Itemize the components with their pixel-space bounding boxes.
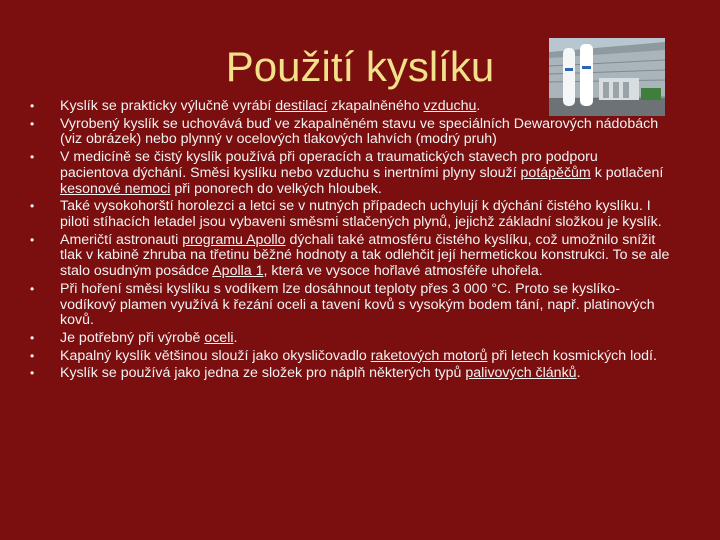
bullet-text: Při hoření směsi kyslíku s vodíkem lze dosáhnout teploty přes 3 000 °C. Proto se kyslíko-vodíkový plamen využívá k řezání oceli a tavení kovů s vysokým bodem tání, např. platinových kovů.: [60, 280, 655, 329]
bullet-text: Kyslík se používá jako jedna ze složek pro náplň některých typů: [60, 365, 466, 382]
bullet-list: [30, 99, 670, 384]
bullet-text: Vyrobený kyslík se uchovává buď ve zkapalněném stavu ve speciálních Dewarových nádobách (viz obrázek) nebo plynný v ocelových tlakových lahvích (modrý pruh): [60, 115, 659, 148]
bullet-text: Kyslík se prakticky výlučně vyrábí: [60, 98, 276, 114]
bullet-icon: •: [30, 199, 35, 214]
hyperlink[interactable]: raketových motorů: [370, 347, 488, 364]
bullet-text: Kapalný kyslík většinou slouží jako okysličovadlo: [60, 347, 371, 364]
slide-title: Použití kyslíku: [225, 43, 495, 90]
bullet-icon: •: [30, 99, 35, 113]
hyperlink[interactable]: oceli: [204, 329, 234, 346]
bullet-text: V medicíně se čistý kyslík používá při operacích a traumatických stavech pro podporu pacientova dýchání. Směsi kyslíku nebo vzduchu s inertními plyny slouží: [60, 148, 598, 181]
hyperlink[interactable]: vzduchu: [423, 98, 477, 114]
bullet-text: Také vysokohorští horolezci a letci se v nutných případech uchylují k dýchání čistého kyslíku. I piloti stíhacích letadel jsou vybaveni směsmi stlačených plynů, jejichž základní složkou je kyslík.: [60, 198, 662, 230]
bullet-text: při ponorech do velkých hloubek.: [170, 180, 382, 197]
bullet-icon: •: [30, 366, 35, 381]
bullet-text: dýchali také atmosféru čistého kyslíku, což umožnilo snížit tlak v kabině zhruba na třetinu běžné hodnoty a tak odlehčit její hermetickou konstrukci. To se ale stalo osudným posádce: [60, 231, 670, 280]
hyperlink[interactable]: kesonové nemoci: [60, 180, 171, 197]
bullet-item: [30, 282, 670, 329]
bullet-text: při letech kosmických lodí.: [487, 347, 657, 364]
bullet-text: .: [233, 329, 238, 346]
bullet-item: [30, 117, 670, 149]
bullet-item: [30, 366, 670, 382]
bullet-item: [30, 199, 670, 231]
bullet-text: zkapalněného: [327, 98, 424, 114]
hyperlink[interactable]: palivových článků: [465, 365, 577, 382]
hyperlink[interactable]: destilací: [275, 98, 328, 114]
bullet-item: [30, 99, 670, 115]
bullet-text: , která ve vysoce hořlavé atmosféře uhořela.: [263, 263, 543, 280]
bullet-text: .: [476, 98, 481, 114]
bullet-icon: •: [30, 330, 35, 345]
bullet-item: [30, 233, 670, 280]
bullet-icon: •: [30, 149, 35, 164]
bullet-text: Američtí astronauti: [60, 231, 183, 248]
bullet-item: [30, 331, 670, 347]
hyperlink[interactable]: potápěčům: [520, 164, 591, 181]
bullet-icon: •: [30, 116, 35, 131]
hyperlink[interactable]: Apolla 1: [212, 263, 264, 280]
bullet-item: [30, 349, 670, 365]
bullet-text: k potlačení: [590, 164, 664, 181]
bullet-icon: •: [30, 232, 35, 247]
bullet-text: Je potřebný při výrobě: [60, 329, 205, 346]
hyperlink[interactable]: programu Apollo: [182, 231, 286, 248]
bullet-icon: •: [30, 348, 35, 363]
bullet-item: [30, 150, 670, 197]
bullet-text: .: [576, 365, 581, 382]
bullet-icon: •: [30, 281, 35, 296]
